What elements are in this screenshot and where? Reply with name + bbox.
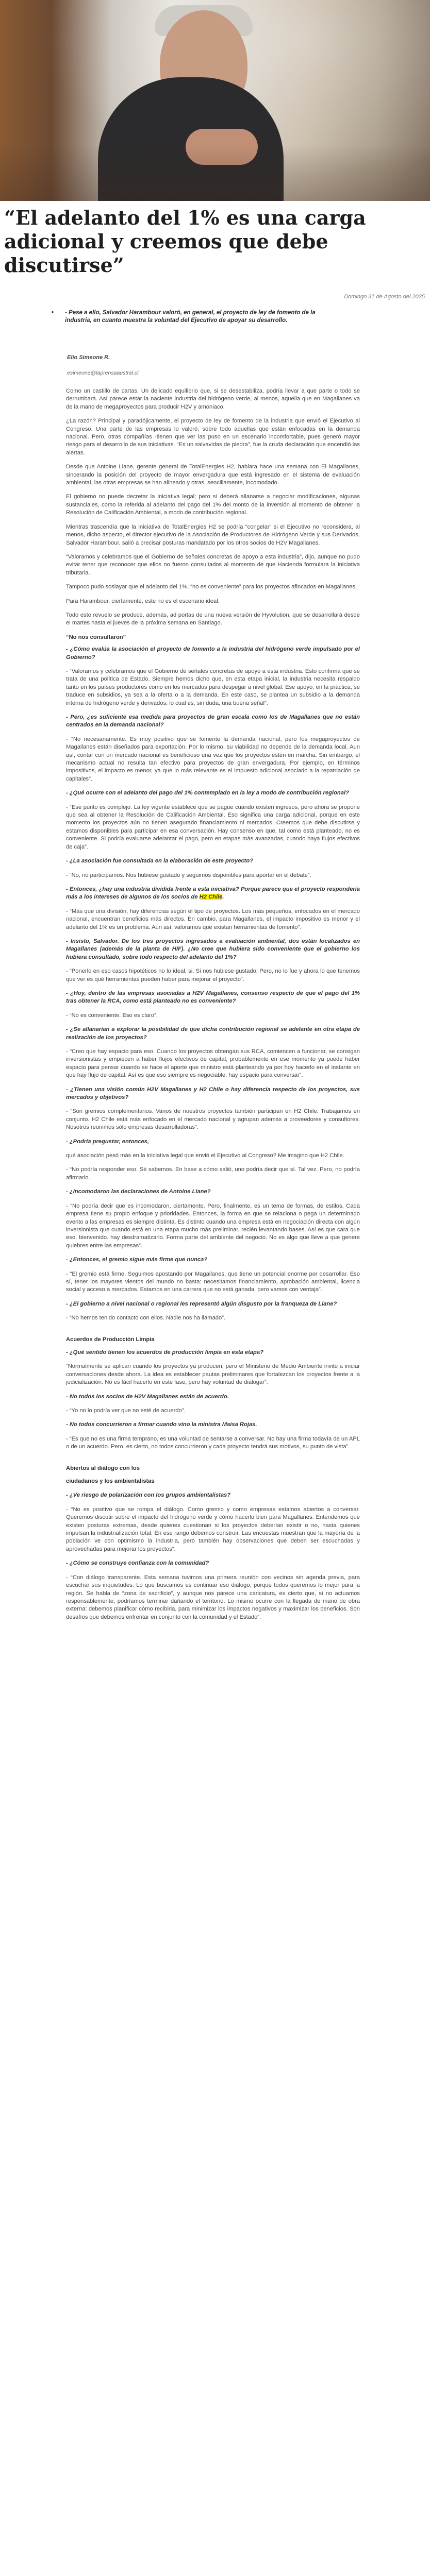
article-paragraph: - “Son gremios complementarios. Varios de nuestros proyectos también participan en H2 Chile. Trabajamos en conjunto. H2 Chile está más enfocado en el mercado nacional y agrupan además a proveedores y consultores. Nosotros reunimos sólo empresas desarrolladoras”. [66,1108,360,1131]
interview-question: - ¿Se allanarían a explorar la posibilidad de que dicha contribución regional se adelante en otra etapa de realización de los proyectos? [66,1026,360,1041]
article-paragraph: Desde que Antoine Liane, gerente general de TotalEnergies H2, hablara hace una semana con El Magallanes, sincerando la posición del proyecto de mayor envergadura que está ingresado en el sistema de evaluación ambiental, las otras empresas se han alineado y otras, sencillamente, incomodado. [66,464,360,486]
article-paragraph: - “Es que no es una firma temprano, es una voluntad de sentarse a conversar. No hay una firma todavía de un APL o de un acuerdo. Pero, es cierto, no todos concurrieron y cada proyecto tendrá sus motivos, su punto de vista”. [66,1435,360,1450]
article-paragraph: - “No podría responder eso. Sé sabemos. En base a cómo salió, uno podría decir que sí. Tal vez. Pero, no podría afirmarlo. [66,1166,360,1181]
article-paragraph: - “Ponerlo en eso casos hipotéticos no lo ideal, si. Si nos hubiese gustado. Pero, no lo fue y ahora lo que tenemos que ver es qué herramientas pueden haber para mejorar el proyecto”. [66,968,360,982]
interview-question: - ¿Podría pregustar, entonces, [66,1138,150,1145]
interview-question: - ¿Ve riesgo de polarización con los grupos ambientalistas? [66,1492,231,1499]
lead-bullet: • - Pese a ello, Salvador Harambour valoró, en general, el proyecto de ley de fomento de la industria, en cuanto muestra la voluntad del Ejecutivo de apoyar su desarrollo. [52,309,340,325]
interview-question: - Entonces, ¿hay una industria dividida frente a esta iniciativa? Porque parece que el proyecto respondería más a los intereses de algunos de los socios de H2 Chile. [66,886,360,901]
article-paragraph: ¿La razón? Principal y paradójicamente, el proyecto de ley de fomento de la industria que envió el Ejecutivo al Congreso. Una parte de las empresas lo valoró, sobre todo aquellas que están enfocadas en la demanda nacional. Pero, otras compañías -tienen que ver las puso en un escenario incomfortable, pues generó mayor riesgo para el desarrollo de sus iniciativas. “Es un salvavidas de piedra”, fue la cruda declaración que encendió las alertas. [66,418,360,456]
interview-question: - ¿Cómo evalúa la asociación el proyecto de fomento a la industria del hidrógeno verde impulsado por el Gobierno? [66,646,360,660]
article-body [66,387,360,1628]
article-paragraph: - “No hemos tenido contacto con ellos. Nadie nos ha llamado”. [66,1315,226,1321]
highlighted-text: H2 Chile [199,894,223,901]
article-paragraph: - “No es conveniente. Eso es claro”. [66,1012,158,1019]
interview-question: - ¿Qué ocurre con el adelanto del pago del 1% contemplado en la ley a modo de contribución regional? [66,790,349,796]
interview-question: - No todos concurrieron a firmar cuando vino la ministra Maisa Rojas. [66,1421,257,1428]
interview-question: - ¿Tienen una visión común H2V Magallanes y H2 Chile o hay diferencia respecto de los proyectos, sus mercados y objetivos? [66,1086,360,1101]
article-paragraph: - “Creo que hay espacio para eso. Cuando los proyectos obtengan sus RCA, comiencen a funcionar, se consigan inversionistas y empiecen a haber flujos efectivos de capital, probablemente en ese momento ya puede haber espacio para pensar cuando se hace el aporte que ministro está planteando ya por hoy hacerlo en el instante en que hay flujo de capital. Así es que eso siempre es negociable, hay espacio para conversar”. [66,1048,360,1079]
article-lead [52,309,340,325]
article-paragraph: - “Más que una división, hay diferencias según el tipo de proyectos. Los más pequeños, enfocados en el mercado nacional, encuentran beneficios más directos. En cambio, para Magallanes, el impacto impositivo es menor y el adelanto del 1% es un problema. Aun así, valoramos que existan herramientas de fomento”. [66,908,360,930]
section-heading: “No nos consultaron” [66,634,126,640]
article-paragraph: - “No necesariamente. Es muy positivo que se fomente la demanda nacional, pero los megaproyectos de Magallanes están diseñados para exportación. Por lo mismo, su viabilidad no depende de la demanda local. Aun así, contar con un mercado nacional es beneficioso una vez que los proyectos estén en marcha. Sin embargo, el mecanismo actual no resulta tan efectivo para proyectos de gran envergadura. Por ejemplo, en términos impositivos, el impacto es menor, ya que lo más relevante es el impuesto adicional asociado a la repatriación de capitales”. [66,736,360,782]
interview-question: - Insisto, Salvador. De los tres proyectos ingresados a evaluación ambiental, dos están localizados en Magallanes (además de la planta de HIF). ¿No cree que hubiera sido conveniente que el gobierno los hubiera consultado, sobre todo respecto del adelanto del 1%? [66,938,360,960]
article-paragraph: - “Yo no lo podría ver que no esté de acuerdo”. [66,1408,186,1414]
article-paragraph: Mientras trascendía que la iniciativa de TotalEnergies H2 se podría “congelar” si el Ejecutivo no reconsidera, al menos, dicho aspecto, el director ejecutivo de la Asociación de Productores de Hidrógeno Verde y sus Derivados, Salvador Harambour, salió a precisar posturas mandatado por los otros socios de H2V Magallanes. [66,523,360,546]
hero-chair-shadow [0,144,430,201]
author-email[interactable]: esimeone@laprensaaustral.cl [67,370,139,376]
article-paragraph: - “Valoramos y celebramos que el Gobierno dé señales concretas de apoyo a esta industria. Esto confirma que se trata de una política de Estado. Siempre hemos dicho que, en esta etapa inicial, la industria necesita respaldo tanto en los países productores como en los mercados para despegar a nivel global. Ese apoyo, en la práctica, se traduce en subsidios, ya sea a la oferta o a la demanda. En este caso, se plantea un subsidio a la demanda interna de hidrógeno verde y derivados, lo cual es, sin duda, una buena señal”. [66,668,360,706]
article-paragraph: Todo este revuelo se produce, además, ad portas de una nueva versión de Hyvolution, que se desarrollará desde el martes hasta el jueves de la próxima semana en Santiago. [66,612,360,626]
article-paragraph: - “No es positivo que se rompa el diálogo. Como gremio y como empresas estamos abiertos a conversar. Queremos discutir sobre el impacto del hidrógeno verde y cómo hacerlo bien para Magallanes. Entendemos que existen posturas extremas, desde quienes cuestionan si los proyectos deberían existir o no, hasta quienes impulsan la industrialización total. En ese rango debemos construir. Las encuestas muestran que la mayoría de la población ve con optimismo la industria, pero también hay observaciones que deben ser escuchadas y aprovechadas para mejorar los proyectos”. [66,1506,360,1552]
article-paragraph: - “Ese punto es complejo. La ley vigente establece que se pague cuando existen ingresos, pero ahora se propone que sea al obtener la Resolución de Calificación Ambiental. Eso significa una carga adicional, porque en este momento los proyectos aún no tienen asegurado financiamiento ni mercados. Creemos que debe discutirse y estamos disponibles para participar en esa conversación. Hay consenso en que, tal como está planteado, no es conveniente. Si podría evaluarse adelantar el pago, pero en etapas más avanzadas, cuando haya flujos efectivos de caja”. [66,804,360,850]
article-date: Domingo 31 de Agosto del 2025 [344,294,425,300]
article-paragraph: El gobierno no puede decretar la iniciativa legal; pero sí deberá allanarse a negociar modificaciones, algunas sustanciales, como la referida al adelanto del pago del 1% del monto de la inversión al momento de obtener la Resolución de Calificación Ambiental, a modo de contribución regional. [66,494,360,516]
article-paragraph: - “No, no participamos. Nos hubiese gustado y seguimos disponibles para aportar en el debate”. [66,872,311,878]
article-paragraph: - “El gremio está firme. Seguimos apostando por Magallanes, que tiene un potencial enorme por desarrollar. Eso sí, tener los mayores vientos del mundo no basta: necesitamos financiamiento, aprobación ambiental, licencia social y acceso a mercados. Estamos en una carrera que no está ganada, pero vamos con ventaja”. [66,1270,360,1293]
section-heading: Acuerdos de Producción Limpia [66,1336,155,1343]
article-paragraph: “Normalmente se aplican cuando los proyectos ya producen, pero el Ministerio de Medio Ambiente invitó a iniciar conversaciones desde ahora. La idea es establecer pautas preliminares que fortalezcan los proyectos frente a la judicialización. No es fácil hacerlo en este fase, pero hay voluntad de dialogar”. [66,1363,360,1386]
article-paragraph: - “Con diálogo transparente. Esta semana tuvimos una primera reunión con vecinos sin agenda previa, para escuchar sus inquietudes. Lo que buscamos es continuar eso diálogo, porque todos queremos lo mejor para la región. Se habla de “zona de sacrificio”, y aunque nos parece una caricatura, es cierto que, si no actuamos responsablemente, podríamos terminar dañando el territorio. Lo mismo ocurre con la llegada de mano de obra externa: debemos planificar cómo recibirla, para minimizar los impactos negativos y maximizar los beneficios. Son desafíos que debemos enfrentar en conjunto con la comunidad y el Estado”. [66,1574,360,1620]
interview-question: - ¿La asociación fue consultada en la elaboración de este proyecto? [66,858,254,865]
article-title: “El adelanto del 1% es una carga adicional y creemos que debe discutirse” [4,206,366,277]
interview-question: - Pero, ¿es suficiente esa medida para proyectos de gran escala como los de Magallanes que no están centrados en la demanda nacional? [66,714,360,728]
article-paragraph: “Valoramos y celebramos que el Gobierno de señales concretas de apoyo a esta industria”, dijo, aunque no pudo evitar tener que reconocer que ellos no fueron consultados al momento de que Hacienda formulara la iniciativa tributaria. [66,553,360,576]
interview-question: - ¿Entonces, el gremio sigue más firme que nunca? [66,1257,208,1263]
article-paragraph: Como un castillo de cartas. Un delicado equilibrio que, si se desestabiliza, podría llevar a que parte o todo se derrumbara. Así parece estar la naciente industria del hidrógeno verde, al menos, aquella que en Magallanes va de la mano de megaproyectos para producir H2V y amoniaco. [66,388,360,410]
interview-question: - ¿Qué sentido tienen los acuerdos de producción limpia en esta etapa? [66,1349,263,1355]
article-author: Elio Simeone R. [67,354,110,361]
article-paragraph: Tampoco pudo soslayar que el adelanto del 1%, “no es conveniente” para los proyectos afincados en Magallanes. [66,584,357,590]
interview-question: - ¿Cómo se construye confianza con la comunidad? [66,1560,209,1567]
interview-question: - ¿Hoy, dentro de las empresas asociadas a H2V Magallanes, consenso respecto de que el pago del 1% tras obtener la RCA, como está planteado no es conveniente? [66,990,360,1005]
interview-question: - ¿El gobierno a nivel nacional o regional les representó algún disgusto por la franqueza de Liane? [66,1300,337,1307]
interview-question: - No todos los socios de H2V Magallanes están de acuerdo. [66,1393,229,1400]
section-heading: Abiertos al diálogo con los [66,1465,140,1471]
hero-photo [0,0,430,201]
section-heading: ciudadanos y los ambientalistas [66,1478,155,1485]
article-paragraph: Para Harambour, ciertamente, este no es el escenario ideal. [66,598,220,604]
interview-question: - ¿Incomodaron las declaraciones de Antoine Liane? [66,1189,211,1195]
article-paragraph: qué asociación pesó más en la iniciativa legal que envió el Ejecutivo al Congreso? Me imagino que H2 Chile. [66,1153,344,1159]
article-paragraph: - “No podría decir que es incomodaron, ciertamente. Pero, finalmente, es un tema de formas, de estilos. Cada empresa tiene su propio enfoque y prioridades. Entonces, la forma en que se relaciona o pega un determinado evento a las empresas es siempre distinta. Es distinto cuando una empresa está en negociación directa con algún inversionista que cuando está en una etapa mucho más preliminar, recién levantando bases. Así es que cara que eso, bienvenido. hay desdramatizarlo. Forma parte del ambiente del negocio. No es algo que lleve a que genere quiebres entre las empresas”. [66,1202,360,1249]
